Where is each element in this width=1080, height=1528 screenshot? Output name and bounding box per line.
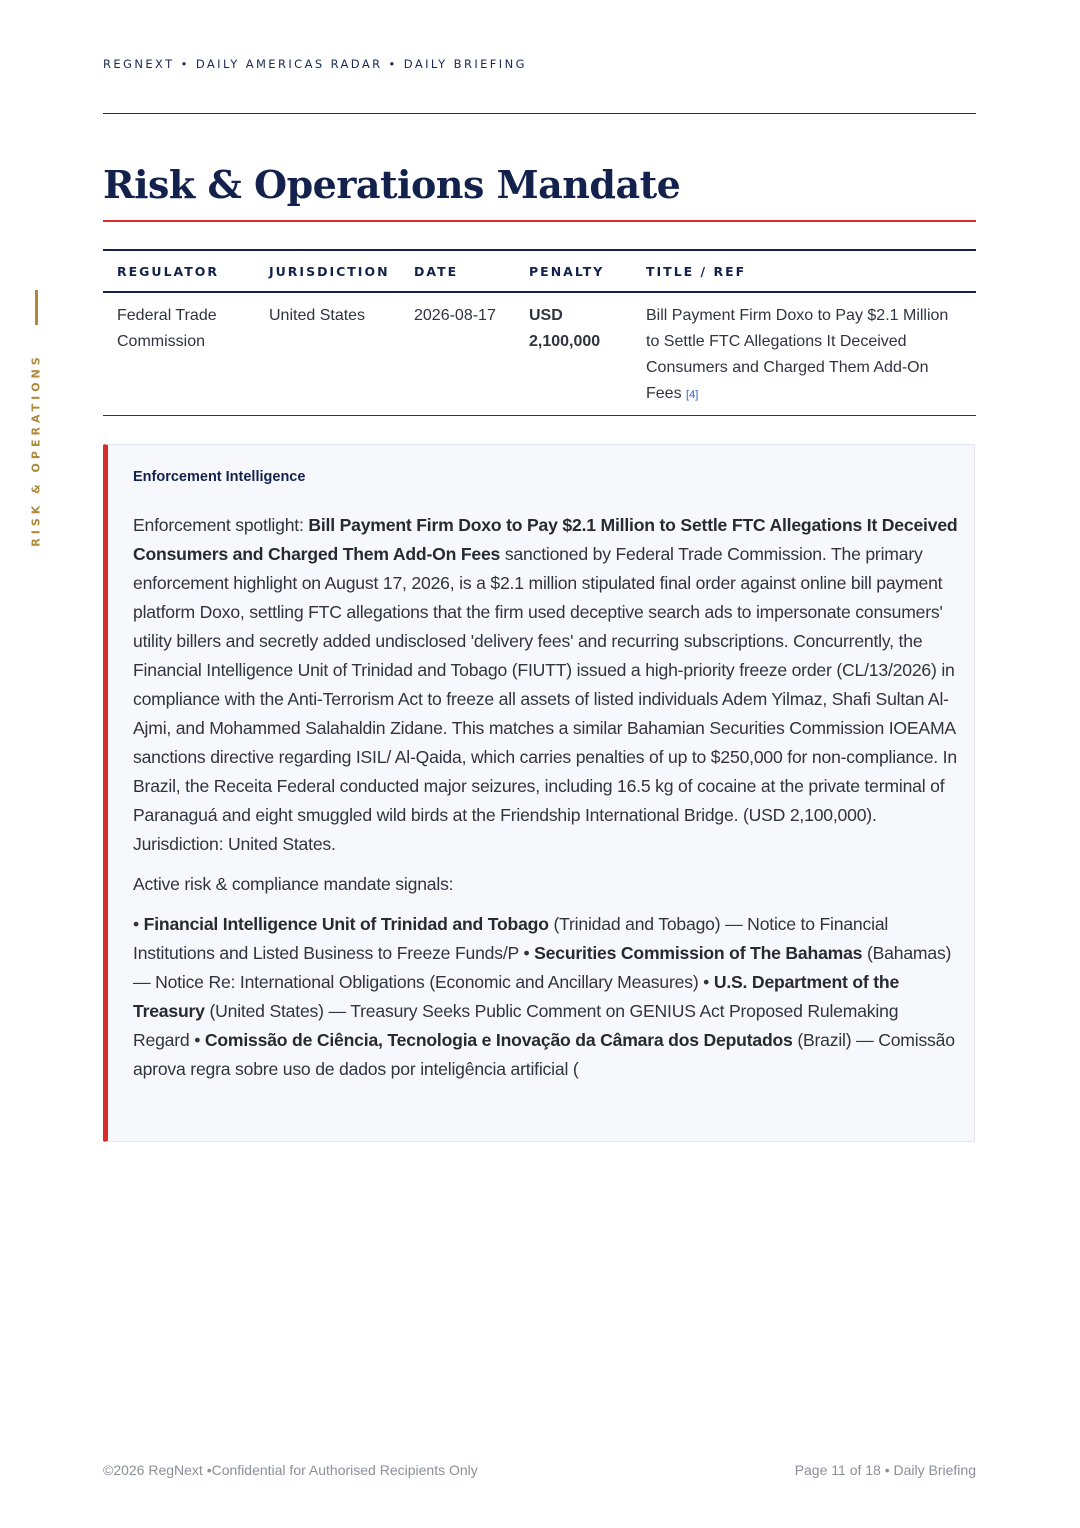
intel-box-label: Enforcement Intelligence <box>133 469 306 485</box>
running-header: REGNEXT • DAILY AMERICAS RADAR • DAILY BRIEFING <box>103 57 527 71</box>
signal-item <box>133 1030 955 1079</box>
page-title: Risk & Operations Mandate <box>103 162 681 207</box>
bullet: • <box>133 914 144 934</box>
signal-name: Financial Intelligence Unit of Trinidad and Tobago <box>143 914 549 934</box>
bullet: • <box>194 1030 205 1050</box>
signal-name: Comissão de Ciência, Tecnologia e Inovação da Câmara dos Deputados <box>204 1030 793 1050</box>
intel-body <box>133 511 959 1095</box>
column-header-regulator: REGULATOR <box>103 250 255 292</box>
cell-regulator: Federal Trade Commission <box>103 292 255 416</box>
enforcement-table <box>103 249 976 416</box>
signals-heading: Active risk & compliance mandate signals: <box>133 874 454 894</box>
signals-list <box>133 910 959 1084</box>
signal-detail: (Bahamas) — Notice Re: International Obligations (Economic and Ancillary Measures) <box>133 943 952 992</box>
spotlight-body: sanctioned by Federal Trade Commission. The primary enforcement highlight on August 17, 2026, is a $2.1 million stipulated final order against online bill payment platform Doxo, settling FTC allegations that the firm used deceptive search ads to impersonate consumers' utility billers and secretly added undisclosed 'delivery fees' and recurring subscriptions. Concurrently, the Financial Intelligence Unit of Trinidad and Tobago (FIUTT) issued a high-priority freeze order (CL/13/2026) in compliance with the Anti-Terrorism Act to freeze all assets of listed individuals Adem Yilmaz, Shafi Sultan Al-Ajmi, and Mohammed Salahaldin Zidane. This matches a similar Bahamian Securities Commission IOEAMA sanctions directive regarding ISIL/ Al-Qaida, which carries penalties of up to $250,000 for non-compliance. In Brazil, the Receita Federal conducted major seizures, including 16.5 kg of cocaine at the private terminal of Paranaguá and eight smuggled wild birds at the Friendship International Bridge. (USD 2,100,000). Jurisdiction: United States. <box>133 544 957 854</box>
bullet: • <box>703 972 714 992</box>
cell-date: 2026-08-17 <box>400 292 515 416</box>
signal-name: U.S. Department of the Treasury <box>133 972 900 1021</box>
signal-name: Securities Commission of The Bahamas <box>534 943 863 963</box>
column-header-date: DATE <box>400 250 515 292</box>
enforcement-intelligence-box <box>103 444 975 1142</box>
spotlight-title: Bill Payment Firm Doxo to Pay $2.1 Million to Settle FTC Allegations It Deceived Consumers and Charged Them Add-On Fees <box>133 515 958 564</box>
column-header-penalty: PENALTY <box>515 250 632 292</box>
table-row <box>103 292 976 416</box>
column-header-title-ref: TITLE / REF <box>632 250 976 292</box>
reference-link[interactable]: [4] <box>686 389 699 401</box>
signal-detail: (Trinidad and Tobago) — Notice to Financial Institutions and Listed Business to Freeze Funds/P <box>133 914 889 963</box>
side-section-label: RISK & OPERATIONS <box>29 353 43 547</box>
signal-detail: (Brazil) — Comissão aprova regra sobre uso de dados por inteligência artificial ( <box>133 1030 955 1079</box>
side-accent-bar <box>35 290 38 325</box>
cell-jurisdiction: United States <box>255 292 400 416</box>
cell-title-ref <box>632 292 976 416</box>
header-rule <box>103 113 976 114</box>
footer-page-number: Page 11 of 18 • Daily Briefing <box>794 1462 976 1478</box>
cell-penalty: USD 2,100,000 <box>515 292 632 416</box>
footer-copyright: ©2026 RegNext •Confidential for Authorised Recipients Only <box>103 1462 478 1478</box>
spotlight-paragraph <box>133 511 959 859</box>
signal-detail: (United States) — Treasury Seeks Public Comment on GENIUS Act Proposed Rulemaking Regard <box>133 1001 899 1050</box>
cell-title: Bill Payment Firm Doxo to Pay $2.1 Million to Settle FTC Allegations It Deceived Consumers and Charged Them Add-On Fees <box>646 307 949 402</box>
bullet: • <box>523 943 535 963</box>
title-rule <box>103 220 976 222</box>
column-header-jurisdiction: JURISDICTION <box>255 250 400 292</box>
table-header-row <box>103 250 976 292</box>
spotlight-prefix: Enforcement spotlight: <box>133 515 309 535</box>
